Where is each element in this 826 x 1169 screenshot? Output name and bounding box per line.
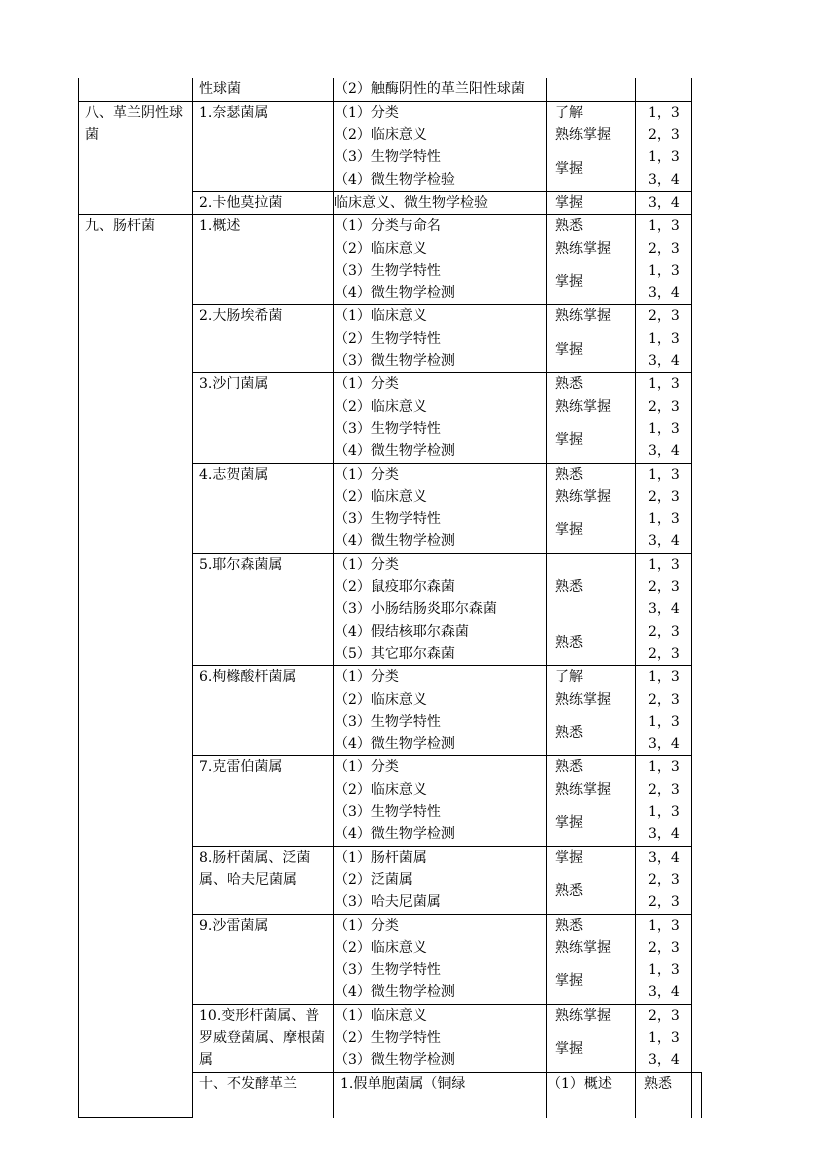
unit-value: 3，4 (648, 353, 680, 370)
unit-value: 1，3 (648, 962, 680, 979)
requirement-cell (636, 1072, 692, 1118)
requirement-level: 熟练掌握 (555, 240, 611, 257)
content-item: （1）分类 (334, 669, 399, 686)
category-cell: 九、肠杆菌 (79, 215, 193, 1118)
unit-cell (636, 305, 692, 373)
content-item: （3）生物学特性 (334, 262, 441, 279)
topic-cell: 性球菌 (193, 78, 334, 101)
requirement-cell (547, 914, 636, 1004)
unit-value: 1，3 (648, 669, 680, 686)
topic-cell: 4.志贺菌属 (193, 463, 334, 553)
content-item: 临床意义、微生物学检验 (334, 194, 488, 211)
requirement-level: 熟悉 (555, 218, 583, 235)
topic-cell: 7.克雷伯菌属 (193, 756, 334, 846)
requirement-level: 掌握 (555, 341, 583, 358)
requirement-level-empty (555, 78, 635, 100)
unit-value: 1，3 (648, 262, 680, 279)
content-item: （1）分类 (334, 376, 399, 393)
content-cell (334, 756, 547, 846)
content-item: （3）微生物学检测 (334, 353, 455, 370)
unit-value: 2，3 (648, 781, 680, 798)
content-item: （1）分类 (334, 759, 399, 776)
unit-value: 1，3 (648, 376, 680, 393)
content-item: （1）临床意义 (334, 1007, 427, 1024)
requirement-level: 掌握 (555, 160, 583, 177)
content-item: （3）生物学特性 (334, 420, 441, 437)
requirement-cell (547, 78, 636, 101)
requirement-cell (547, 373, 636, 463)
requirement-level: 熟悉 (555, 759, 583, 776)
requirement-cell (547, 756, 636, 846)
content-item: （5）其它耶尔森菌 (334, 645, 455, 662)
requirement-cell (547, 215, 636, 305)
requirement-level: 熟悉 (555, 466, 583, 483)
unit-value: 2，3 (648, 579, 680, 596)
topic-cell: 9.沙雷菌属 (193, 914, 334, 1004)
unit-value: 2，3 (648, 240, 680, 257)
requirement-level: 熟练掌握 (555, 127, 611, 144)
unit-cell (636, 78, 692, 101)
content-item: （1）分类 (334, 556, 399, 573)
unit-cell (636, 553, 692, 666)
content-cell (334, 215, 547, 305)
content-item: （1）概述 (547, 1075, 612, 1092)
unit-value: 2，3 (648, 623, 680, 640)
content-cell (334, 305, 547, 373)
requirement-level: 熟练掌握 (555, 1007, 611, 1024)
unit-value: 3，4 (648, 194, 680, 211)
table-row (79, 78, 702, 101)
unit-value: 1，3 (648, 104, 680, 121)
table-row (79, 215, 702, 305)
requirement-level: 掌握 (555, 973, 583, 990)
unit-value: 3，4 (648, 171, 680, 188)
topic-cell: 3.沙门菌属 (193, 373, 334, 463)
requirement-level-empty (555, 598, 635, 620)
topic-cell: 2.卡他莫拉菌 (193, 191, 334, 214)
content-cell (334, 463, 547, 553)
topic-cell: 6.枸橼酸杆菌属 (193, 666, 334, 756)
unit-cell (636, 101, 692, 191)
content-cell (334, 78, 547, 101)
content-cell (334, 191, 547, 214)
unit-value: 3，4 (648, 849, 680, 866)
requirement-level: 了解 (555, 669, 583, 686)
content-item: （2）临床意义 (334, 939, 427, 956)
requirement-cell (547, 666, 636, 756)
unit-cell (636, 756, 692, 846)
content-cell (334, 553, 547, 666)
content-item: （2）临床意义 (334, 398, 427, 415)
content-item: （4）假结核耶尔森菌 (334, 623, 469, 640)
table-row (79, 101, 702, 191)
content-cell (547, 1072, 636, 1118)
content-item: （4）微生物学检测 (334, 443, 455, 460)
unit-value: 1，3 (648, 420, 680, 437)
content-item: （3）生物学特性 (334, 149, 441, 166)
content-item: （2）临床意义 (334, 127, 427, 144)
content-cell (334, 666, 547, 756)
content-item: （3）生物学特性 (334, 804, 441, 821)
topic-cell: 1.奈瑟菌属 (193, 101, 334, 191)
requirement-level: 掌握 (555, 1041, 583, 1058)
unit-value: 3，4 (648, 1052, 680, 1069)
topic-cell: 8.肠杆菌属、泛菌属、哈夫尼菌属 (193, 846, 334, 914)
content-item: （1）肠杆菌属 (334, 849, 427, 866)
requirement-cell (547, 846, 636, 914)
unit-value: 1，3 (648, 466, 680, 483)
requirement-level: 熟练掌握 (555, 308, 611, 325)
content-item: （2）生物学特性 (334, 330, 441, 347)
category-cell: 八、革兰阴性球菌 (79, 101, 193, 214)
category-cell (79, 78, 193, 101)
content-item: （1）分类 (334, 917, 399, 934)
unit-value: 3，4 (648, 826, 680, 843)
unit-cell (692, 1072, 702, 1118)
requirement-cell (547, 553, 636, 666)
content-item: （2）临床意义 (334, 240, 427, 257)
topic-cell: 2.大肠埃希菌 (193, 305, 334, 373)
content-item: （4）微生物学检测 (334, 533, 455, 550)
unit-value: 2，3 (648, 308, 680, 325)
content-item: （3）生物学特性 (334, 713, 441, 730)
unit-cell (636, 846, 692, 914)
unit-cell (636, 463, 692, 553)
content-item: （2）临床意义 (334, 488, 427, 505)
requirement-level: 掌握 (555, 432, 583, 449)
unit-value: 2，3 (648, 1007, 680, 1024)
content-item: （4）微生物学检测 (334, 736, 455, 753)
requirement-cell (547, 463, 636, 553)
unit-value: 2，3 (648, 645, 680, 662)
requirement-level: 熟练掌握 (555, 939, 611, 956)
unit-value: 3，4 (648, 601, 680, 618)
requirement-level-empty (555, 554, 635, 576)
content-item: （3）生物学特性 (334, 511, 441, 528)
content-item: （3）微生物学检测 (334, 1052, 455, 1069)
requirement-cell (547, 101, 636, 191)
topic-cell: 5.耶尔森菌属 (193, 553, 334, 666)
unit-value: 2，3 (648, 939, 680, 956)
content-item: （2）触酶阴性的革兰阳性球菌 (334, 81, 525, 97)
unit-value: 1，3 (648, 917, 680, 934)
unit-cell (636, 914, 692, 1004)
unit-value: 3，4 (648, 533, 680, 550)
unit-cell (636, 373, 692, 463)
requirement-level: 掌握 (555, 194, 583, 211)
content-item: （1）分类与命名 (334, 218, 441, 235)
requirement-level: 熟悉 (555, 883, 583, 900)
requirement-cell (547, 305, 636, 373)
unit-value: 1，3 (648, 511, 680, 528)
requirement-level: 熟练掌握 (555, 488, 611, 505)
unit-value: 1，3 (648, 1029, 680, 1046)
content-item: （2）临床意义 (334, 781, 427, 798)
content-item: （4）微生物学检测 (334, 285, 455, 302)
requirement-level: 掌握 (555, 274, 583, 291)
unit-value: 1，3 (648, 218, 680, 235)
syllabus-table-page (78, 78, 702, 1118)
content-item: （4）微生物学检测 (334, 984, 455, 1001)
requirement-level: 熟练掌握 (555, 781, 611, 798)
requirement-level: 熟悉 (555, 724, 583, 741)
unit-value: 3，4 (648, 285, 680, 302)
content-cell (334, 373, 547, 463)
content-item: （2）生物学特性 (334, 1029, 441, 1046)
requirement-level: 熟悉 (555, 376, 583, 393)
unit-value: 3，4 (648, 984, 680, 1001)
content-item: （1）临床意义 (334, 308, 427, 325)
content-cell (334, 914, 547, 1004)
content-item: （3）小肠结肠炎耶尔森菌 (334, 601, 497, 618)
requirement-level: 掌握 (555, 815, 583, 832)
category-cell: 十、不发酵革兰 (193, 1072, 334, 1118)
unit-value (648, 78, 691, 100)
content-item: （2）临床意义 (334, 691, 427, 708)
topic-cell: 10.变形杆菌属、普罗威登菌属、摩根菌属 (193, 1004, 334, 1072)
requirement-level: 熟悉 (555, 634, 583, 651)
content-item: （3）生物学特性 (334, 962, 441, 979)
content-cell (334, 1004, 547, 1072)
content-item: （4）微生物学检测 (334, 826, 455, 843)
unit-cell (636, 1004, 692, 1072)
unit-value: 1，3 (648, 804, 680, 821)
content-cell (334, 101, 547, 191)
content-item: （3）哈夫尼菌属 (334, 894, 441, 911)
content-item: （1）分类 (334, 104, 399, 121)
requirement-level: 掌握 (555, 522, 583, 539)
unit-value: 1，3 (648, 556, 680, 573)
requirement-level: 熟悉 (555, 917, 583, 934)
unit-cell (636, 215, 692, 305)
unit-value: 1，3 (648, 713, 680, 730)
topic-cell: 1.假单胞菌属（铜绿 (334, 1072, 547, 1118)
requirement-cell (547, 1004, 636, 1072)
content-item: （4）微生物学检验 (334, 171, 455, 188)
unit-cell (636, 191, 692, 214)
unit-cell (636, 666, 692, 756)
unit-value: 3，4 (648, 736, 680, 753)
topic-cell: 1.概述 (193, 215, 334, 305)
content-item: （1）分类 (334, 466, 399, 483)
syllabus-table-body (79, 78, 702, 1118)
content-item: （2）鼠疫耶尔森菌 (334, 579, 455, 596)
unit-value: 2，3 (648, 127, 680, 144)
unit-value: 2，3 (648, 488, 680, 505)
requirement-level: 熟悉 (644, 1075, 672, 1092)
content-cell (334, 846, 547, 914)
unit-value: 1，3 (648, 330, 680, 347)
unit-value: 2，3 (648, 691, 680, 708)
unit-value: 3，4 (648, 443, 680, 460)
requirement-level: 熟练掌握 (555, 691, 611, 708)
unit-value: 1，3 (648, 759, 680, 776)
unit-value: 1，3 (648, 149, 680, 166)
unit-value: 2，3 (648, 894, 680, 911)
requirement-level: 熟练掌握 (555, 398, 611, 415)
content-item: （2）泛菌属 (334, 871, 413, 888)
requirement-level: 掌握 (555, 849, 583, 866)
unit-value: 2，3 (648, 871, 680, 888)
unit-value: 2，3 (648, 398, 680, 415)
requirement-level: 熟悉 (555, 579, 583, 596)
requirement-level: 了解 (555, 104, 583, 121)
syllabus-table (78, 78, 702, 1118)
requirement-cell (547, 191, 636, 214)
